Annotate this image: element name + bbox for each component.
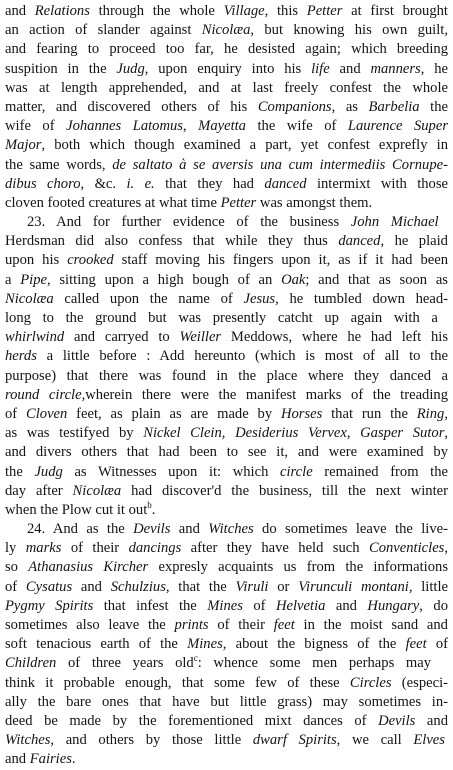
italic-text: Relations: [34, 3, 90, 19]
italic-text: Major: [5, 137, 42, 154]
italic-text: Nicolæa: [5, 290, 54, 307]
text-run: matter, and discovered others of his: [5, 98, 258, 115]
text-run: as was testifyed by: [5, 425, 144, 442]
italic-text: i. e.: [126, 175, 155, 192]
italic-text: Virunculi montani: [298, 578, 409, 595]
italic-text: prints: [174, 617, 209, 633]
text-run: , &c.: [80, 175, 127, 192]
text-run: 24. And as the: [27, 521, 134, 538]
italic-text: Village: [223, 3, 265, 19]
text-line: [5, 232, 448, 251]
text-run: so: [5, 559, 29, 576]
italic-text: Pipe: [20, 271, 47, 288]
text-line: [5, 367, 448, 386]
text-line: [5, 271, 448, 290]
text-run: or: [268, 578, 299, 595]
italic-text: crooked: [67, 252, 114, 269]
text-run: ,: [221, 425, 236, 442]
italic-text: Gasper Sutor: [360, 425, 445, 442]
italic-text: Athanasius Kircher: [28, 559, 149, 576]
text-run: of three years old: [56, 655, 194, 672]
text-run: , that the: [165, 578, 236, 595]
italic-text: manners: [370, 60, 421, 77]
italic-text: Mayetta: [198, 118, 246, 135]
text-run: intermixt with those: [306, 175, 448, 192]
italic-text: danced: [338, 233, 381, 250]
text-line: [5, 251, 448, 270]
text-run: that run the: [322, 405, 417, 422]
text-run: , and others by those little: [50, 732, 253, 749]
text-run: , but knowing his own guilt,: [250, 22, 448, 39]
text-line: [5, 328, 448, 347]
text-line: [5, 539, 448, 558]
text-run: deed be made by the forementioned mixt dances of: [5, 712, 379, 729]
italic-text: Oak: [281, 271, 306, 288]
text-run: and fearing to proceed too far, he desisted again; which breeding: [5, 41, 448, 58]
italic-text: marks: [25, 540, 62, 557]
italic-text: circle: [280, 463, 313, 480]
text-line: [5, 194, 448, 213]
text-run: when the Plow cut it out: [5, 501, 148, 518]
italic-text: Nickel Clein: [143, 425, 222, 442]
text-run: as Witnesses upon it: which: [62, 463, 280, 480]
text-line: [5, 501, 448, 520]
text-run: of: [426, 636, 448, 653]
text-run: and: [329, 60, 371, 77]
italic-text: round circle: [5, 386, 82, 403]
text-line: [5, 290, 448, 309]
text-run: through the whole: [89, 3, 224, 19]
text-run: 23. And for further evidence of the business: [27, 214, 351, 231]
italic-text: Nicolæa: [72, 482, 122, 499]
footnote-marker: c: [193, 654, 198, 664]
text-line: [5, 654, 448, 673]
italic-text: Johannes Latomus: [66, 118, 183, 135]
text-line: [5, 578, 448, 597]
text-line: [5, 40, 448, 59]
italic-text: Ring: [416, 405, 445, 422]
text-run: expresly acquaints us from the informations: [148, 559, 448, 576]
italic-text: Viruli: [235, 578, 269, 595]
italic-text: John Michael: [350, 214, 439, 231]
text-line: [5, 405, 448, 424]
text-line: [5, 693, 448, 712]
text-run: the: [419, 98, 448, 115]
text-run: ,: [346, 425, 361, 442]
italic-text: dancings: [128, 540, 182, 557]
text-run: and: [325, 597, 368, 614]
text-line: [5, 156, 448, 175]
text-run: the wife of: [245, 118, 348, 135]
italic-text: Cloven: [25, 405, 68, 422]
text-run: , little: [408, 578, 448, 595]
italic-text: Jesus: [243, 290, 276, 307]
text-run: at first brought: [342, 3, 448, 19]
text-run: (especi-: [391, 674, 448, 691]
text-line: [5, 386, 448, 405]
text-run: day after: [5, 482, 73, 499]
text-run: .: [71, 751, 76, 768]
text-run: that infest the: [93, 597, 208, 614]
text-line: [5, 309, 448, 328]
text-line: [5, 750, 448, 769]
italic-text: Conventicles: [368, 540, 445, 557]
text-run: do sometimes leave the live-: [253, 521, 448, 538]
italic-text: whirlwind: [5, 329, 65, 346]
text-line: [5, 674, 448, 693]
text-run: Meddows, where he had left his: [221, 329, 448, 346]
text-run: that they had: [154, 175, 265, 192]
paragraph-start-line: [5, 520, 448, 539]
text-line: [5, 558, 448, 577]
italic-text: herds: [5, 348, 37, 365]
text-run: think it probable enough, that some few of these: [5, 674, 350, 691]
italic-text: dibus choro: [5, 175, 81, 192]
italic-text: Nicolæa: [201, 22, 251, 39]
text-line: [5, 443, 448, 462]
text-run: , he: [420, 60, 448, 77]
italic-text: Barbelia: [368, 98, 420, 115]
text-line: [5, 60, 448, 79]
footnote-marker: b: [147, 500, 152, 511]
italic-text: feet: [273, 617, 295, 633]
text-run: purpose) that there was found in the place where they danced a: [5, 367, 448, 384]
italic-text: Petter: [306, 3, 343, 19]
italic-text: Helvetia: [275, 597, 326, 614]
text-line: [5, 2, 448, 21]
italic-text: Companions: [257, 98, 332, 115]
text-line: [5, 482, 448, 501]
italic-text: danced: [264, 175, 307, 192]
text-line: [5, 712, 448, 731]
text-line: [5, 117, 448, 136]
text-run: was amongst them.: [256, 194, 373, 211]
text-run: and: [72, 578, 111, 595]
text-run: called upon the name of: [53, 290, 244, 307]
text-run: in the moist sand and: [294, 617, 448, 633]
text-run: of their: [61, 540, 129, 557]
italic-text: Elves: [413, 732, 445, 749]
text-run: ; and that as soon as: [305, 271, 448, 288]
text-run: was at length apprehended, and at last freely confest the whole: [5, 79, 448, 96]
italic-text: Witches: [5, 732, 51, 749]
text-run: of: [5, 578, 26, 595]
text-run: , sitting upon a high bough of an: [46, 271, 282, 288]
text-run: remained from the: [312, 463, 448, 480]
text-run: and: [415, 712, 448, 729]
text-run: , about the bigness of the: [222, 636, 406, 653]
text-run: of their: [208, 617, 274, 633]
italic-text: Devils: [133, 521, 171, 538]
text-run: , this: [264, 3, 307, 19]
text-run: ,: [183, 118, 199, 135]
italic-text: Weiller: [179, 329, 222, 346]
text-run: , we call: [336, 732, 414, 749]
text-line: [5, 616, 448, 635]
text-run: , he plaid: [380, 233, 448, 250]
italic-text: Fairies: [29, 751, 72, 768]
text-run: ally the bare ones that have but little grass) may sometimes in-: [5, 693, 448, 710]
text-run: , as: [331, 98, 369, 115]
text-run: Herdsman did also confess that while they thus: [5, 233, 339, 250]
text-line: [5, 79, 448, 98]
italic-text: Pygmy Spirits: [5, 597, 94, 614]
italic-text: Judg: [34, 463, 63, 480]
text-line: [5, 463, 448, 482]
text-run: ,: [444, 425, 448, 442]
text-run: and: [5, 751, 30, 768]
text-run: had discover'd the business, till the next winter: [121, 482, 448, 499]
text-run: sometimes also leave the: [5, 617, 175, 633]
italic-text: Petter: [220, 194, 257, 211]
text-run: ly: [5, 540, 26, 557]
text-run: feet, as plain as are made by: [67, 405, 281, 422]
text-run: long to the ground but was presently catcht up again with a: [5, 310, 438, 326]
text-run: upon his: [5, 252, 68, 269]
text-run: cloven footed creatures at what time: [5, 194, 221, 211]
italic-text: Judg: [116, 60, 145, 77]
text-run: ,: [444, 405, 448, 422]
text-run: and divers others that had been to see it, and were examined by: [5, 444, 448, 461]
text-run: of: [242, 597, 276, 614]
text-run: a: [5, 271, 21, 288]
text-run: , he tumbled down head-: [275, 290, 448, 307]
text-run: an action of slander against: [5, 22, 202, 39]
italic-text: Laurence Super: [347, 118, 448, 135]
italic-text: Hungary: [367, 597, 420, 614]
italic-text: dwarf Spirits: [252, 732, 337, 749]
text-run: , both which though examined a part, yet confest exprefly in: [41, 137, 448, 154]
italic-text: Horses: [280, 405, 323, 422]
text-run: wife of: [5, 118, 67, 135]
italic-text: Mines: [207, 597, 243, 614]
text-run: staff moving his fingers upon it, as if it had been: [113, 252, 448, 269]
italic-text: Children: [5, 655, 57, 672]
text-run: the same words,: [5, 156, 113, 173]
text-line: [5, 597, 448, 616]
italic-text: Devils: [378, 712, 416, 729]
italic-text: Witches: [208, 521, 254, 538]
text-run: and: [170, 521, 209, 538]
text-run: soft tenacious earth of the: [5, 636, 188, 653]
text-run: , do: [419, 597, 448, 614]
italic-text: Schulzius: [110, 578, 166, 595]
text-run: and carryed to: [64, 329, 180, 346]
italic-text: Mines: [187, 636, 223, 653]
text-run: of: [5, 405, 26, 422]
italic-text: life: [311, 60, 330, 77]
text-run: : whence some men perhaps may: [197, 655, 432, 672]
text-run: and: [5, 3, 35, 19]
text-run: the: [5, 463, 35, 480]
text-line: [5, 136, 448, 155]
text-run: ,wherein there were the manifest marks of the treading: [81, 386, 448, 403]
italic-text: Circles: [349, 674, 392, 691]
italic-text: Cysatus: [25, 578, 73, 595]
text-run: suspition in the: [5, 60, 117, 77]
text-run: , upon enquiry into his: [144, 60, 312, 77]
italic-text: feet: [405, 636, 427, 653]
text-line: [5, 424, 448, 443]
text-run: after they have held such: [181, 540, 369, 557]
paragraph-start-line: [5, 213, 448, 232]
italic-text: Desiderius Vervex: [235, 425, 347, 442]
text-line: [5, 98, 448, 117]
text-line: [5, 635, 448, 654]
italic-text: de saltato à se aversis una cum intermediis Cornupe-: [112, 156, 448, 173]
text-line: [5, 21, 448, 40]
text-run: a little before : Add hereunto (which is most of all to the: [36, 348, 448, 365]
text-line: [5, 347, 448, 366]
text-run: ,: [444, 540, 448, 557]
text-line: [5, 175, 448, 194]
text-run: .: [151, 501, 156, 518]
text-line: [5, 731, 448, 750]
